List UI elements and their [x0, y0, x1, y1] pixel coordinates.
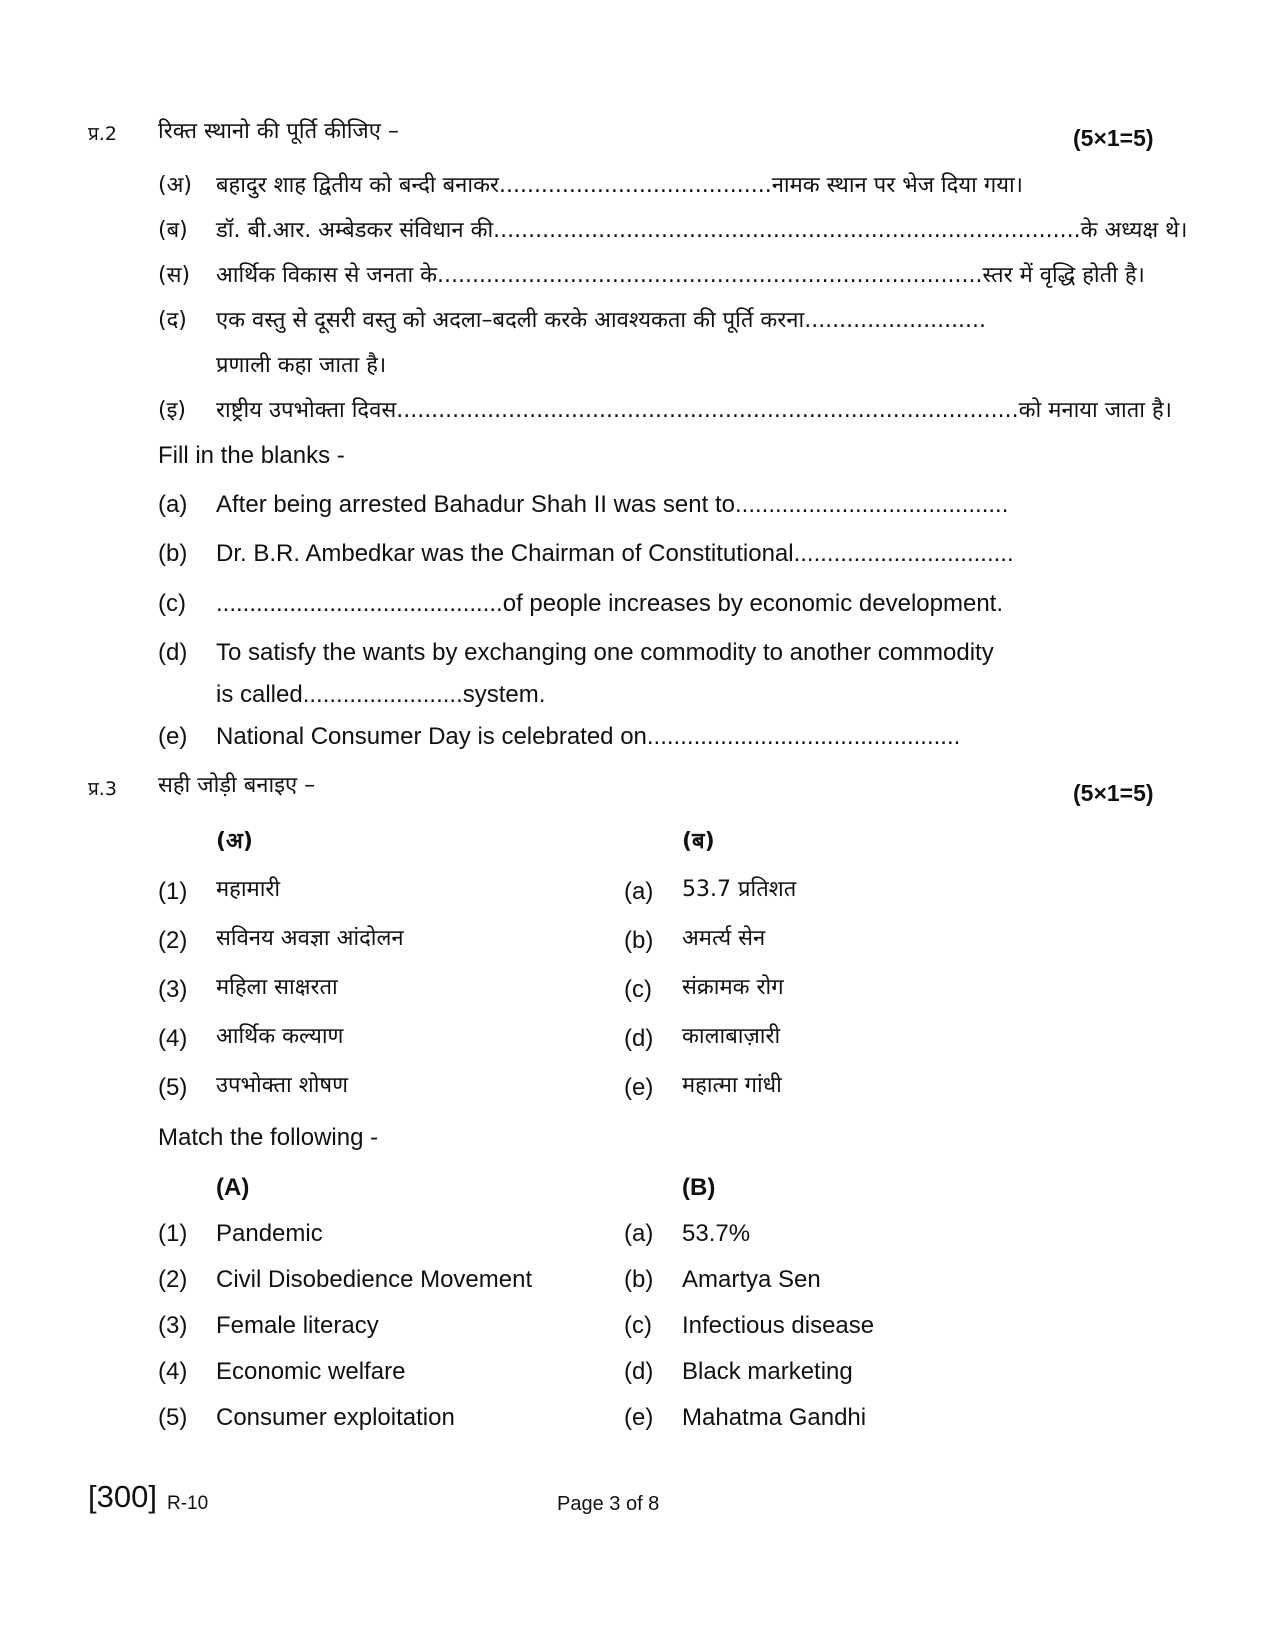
row-number: (5): [158, 1404, 188, 1431]
item-text: Dr. B.R. Ambedkar was the Chairman of Constitutional.................................: [216, 540, 1014, 567]
row-right: Infectious disease: [682, 1312, 875, 1339]
question-title-hindi: सही जोड़ी बनाइए –: [158, 773, 316, 798]
row-right: कालाबाज़ारी: [682, 1024, 781, 1049]
row-left: Consumer exploitation: [216, 1404, 455, 1431]
row-number: (1): [158, 1220, 188, 1247]
item-text: बहादुर शाह द्वितीय को बन्दी बनाकर.......................................नामक स्थान पर भेज दिया गया।: [216, 173, 1024, 198]
column-header-a: (A): [216, 1174, 250, 1201]
paper-code: [300]: [88, 1479, 157, 1514]
item-text: आर्थिक विकास से जनता के..............................................................................स्तर में वृद्धि होती है।: [216, 263, 1145, 288]
row-left: महिला साक्षरता: [216, 975, 338, 1000]
row-letter: (c): [624, 976, 652, 1003]
row-left: महामारी: [216, 877, 281, 902]
column-header-b: (B): [682, 1174, 716, 1201]
row-letter: (e): [624, 1074, 654, 1101]
item-label: (इ): [158, 398, 186, 423]
item-text: To satisfy the wants by exchanging one commodity to another commodity: [216, 639, 994, 666]
item-label: (द): [158, 308, 187, 333]
question-title-english: Fill in the blanks -: [158, 442, 345, 469]
item-label: (अ): [158, 173, 192, 198]
page-number: Page 3 of 8: [557, 1493, 660, 1515]
row-letter: (b): [624, 1266, 654, 1293]
column-header-b: (ब): [682, 829, 715, 854]
row-number: (4): [158, 1358, 188, 1385]
row-letter: (a): [624, 1220, 654, 1247]
row-letter: (b): [624, 927, 654, 954]
row-letter: (d): [624, 1358, 654, 1385]
item-text: डॉ. बी.आर. अम्बेडकर संविधान की....................................................................................के अध्यक्ष थे।: [216, 218, 1188, 243]
question-number: प्र.2: [88, 123, 117, 145]
item-label: (b): [158, 540, 188, 567]
row-left: Female literacy: [216, 1312, 379, 1339]
question-number: प्र.3: [88, 778, 117, 800]
item-text: एक वस्तु से दूसरी वस्तु को अदला–बदली करके आवश्यकता की पूर्ति करना..........................: [216, 308, 987, 333]
marks-label: (5×1=5): [1073, 125, 1154, 151]
row-letter: (c): [624, 1312, 652, 1339]
row-number: (3): [158, 1312, 188, 1339]
item-label: (e): [158, 723, 188, 750]
row-left: Pandemic: [216, 1220, 323, 1247]
item-text: ...........................................of people increases by economic development.: [216, 590, 1004, 617]
row-right: अमर्त्य सेन: [682, 926, 766, 951]
row-right: Black marketing: [682, 1358, 853, 1385]
row-right: महात्मा गांधी: [682, 1073, 782, 1098]
row-number: (1): [158, 878, 188, 905]
row-right: Amartya Sen: [682, 1266, 821, 1293]
row-left: आर्थिक कल्याण: [216, 1024, 344, 1049]
row-left: उपभोक्ता शोषण: [216, 1073, 349, 1098]
row-right: Mahatma Gandhi: [682, 1404, 867, 1431]
row-left: Economic welfare: [216, 1358, 406, 1385]
item-label: (ब): [158, 218, 188, 243]
row-right: 53.7%: [682, 1220, 751, 1247]
row-number: (2): [158, 1266, 188, 1293]
item-text: After being arrested Bahadur Shah II was sent to.........................................: [216, 491, 1009, 518]
item-text: National Consumer Day is celebrated on...............................................: [216, 723, 961, 750]
item-text-continued: is called........................system.: [216, 681, 546, 708]
question-title-english: Match the following -: [158, 1124, 379, 1151]
question-title-hindi: रिक्त स्थानो की पूर्ति कीजिए –: [158, 119, 399, 144]
row-left: Civil Disobedience Movement: [216, 1266, 533, 1293]
row-number: (5): [158, 1074, 188, 1101]
row-right: 53.7 प्रतिशत: [682, 877, 797, 902]
row-letter: (e): [624, 1404, 654, 1431]
series-code: R-10: [167, 1493, 209, 1514]
row-right: संक्रामक रोग: [682, 975, 784, 1000]
row-letter: (d): [624, 1025, 654, 1052]
item-label: (d): [158, 639, 188, 666]
row-number: (4): [158, 1025, 188, 1052]
row-left: सविनय अवज्ञा आंदोलन: [216, 926, 404, 951]
row-number: (2): [158, 927, 188, 954]
marks-label: (5×1=5): [1073, 780, 1154, 806]
item-text: राष्ट्रीय उपभोक्ता दिवस.........................................................................................को मनाया जाता है।: [216, 398, 1172, 423]
item-label: (स): [158, 263, 191, 288]
row-letter: (a): [624, 878, 654, 905]
item-label: (a): [158, 491, 188, 518]
column-header-a: (अ): [216, 829, 253, 854]
item-text-continued: प्रणाली कहा जाता है।: [216, 353, 387, 378]
row-number: (3): [158, 976, 188, 1003]
item-label: (c): [158, 590, 186, 617]
